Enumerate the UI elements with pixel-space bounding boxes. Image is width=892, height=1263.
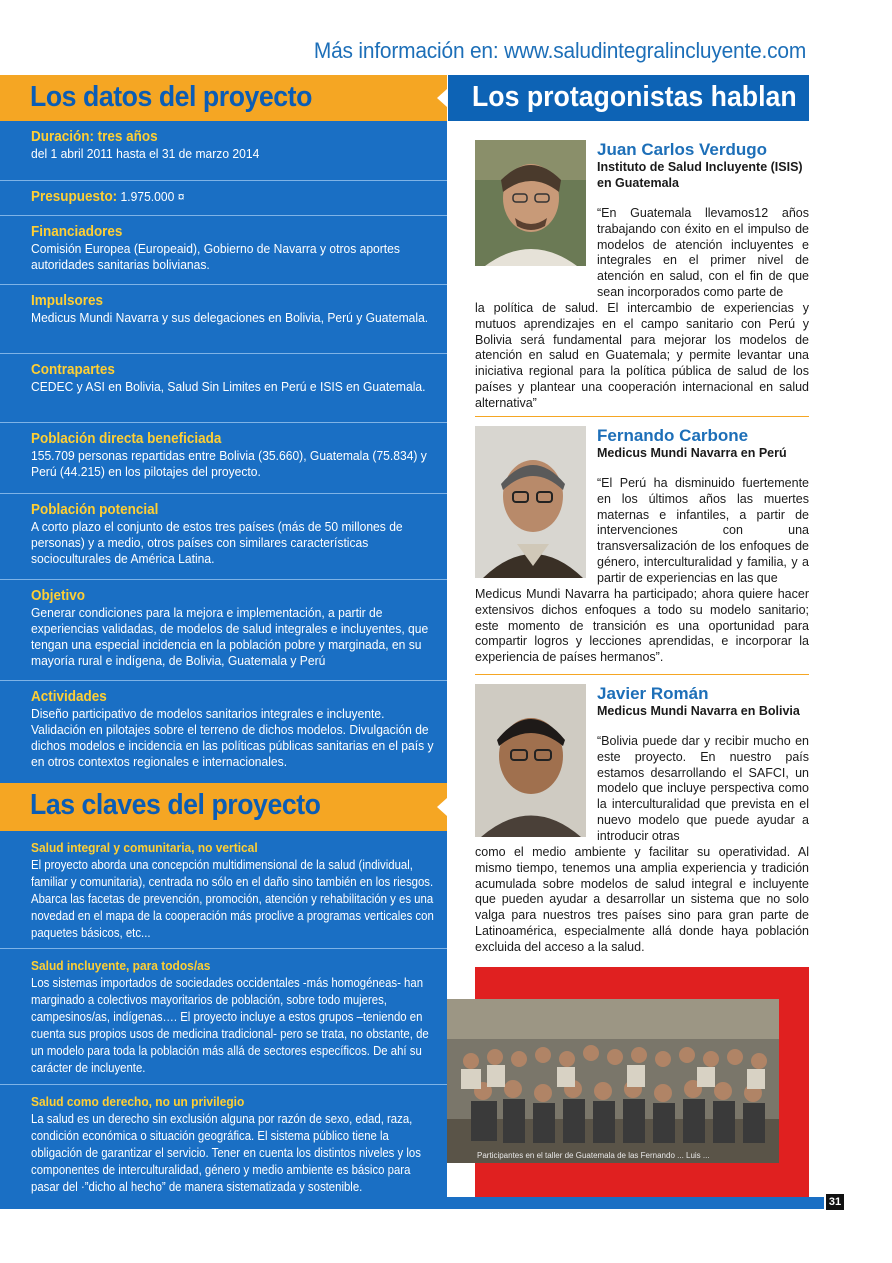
data-block-objetivo bbox=[0, 579, 447, 680]
data-text: 155.709 personas repartidas entre Bolivia (35.660), Guatemala (75.834) y Perú (44.215) en los pilotajes del proyecto. bbox=[31, 448, 427, 479]
data-block-duracion bbox=[0, 121, 447, 180]
data-label: Financiadores bbox=[31, 224, 123, 240]
data-block-contrapartes bbox=[0, 353, 447, 422]
clave-block-incluyente bbox=[0, 948, 447, 1084]
data-text: A corto plazo el conjunto de estos tres países (más de 50 millones de personas) y a medio, otros países con similares características socioculturales de América Latina. bbox=[31, 519, 403, 566]
clave-text: El proyecto aborda una concepción multidimensional de la salud (individual, familiar y comunitaria), centrada no sólo en el daño sino también en los riesgos. Abarca las facetas de prevención, promoción, atención y rehabilitación y es una novedad en el mapa de la cooperación más proclive a programas verticales con paquetes básicos, etc... bbox=[31, 858, 434, 940]
project-data-header bbox=[0, 75, 447, 121]
data-label: Población potencial bbox=[31, 502, 159, 518]
group-photo-image bbox=[447, 999, 779, 1163]
photo-caption: Participantes en el taller de Guatemala de las Fernando ... Luis ... bbox=[477, 1151, 710, 1160]
project-data-panel bbox=[0, 121, 447, 783]
data-block-actividades bbox=[0, 680, 447, 783]
clave-text: Los sistemas importados de sociedades occidentales -más homogéneas- han marginado a colectivos mayoritarios de población, sobre todo mujeres, campesinos/as, indígenas…. El proyecto incluye a estos grupos –teniendo en cuenta sus propios usos de medicina tradicional- pero se trata, no obstante, de un modelo para toda la población más allá de sectores específicos. De ahí su carácter de incluyente. bbox=[31, 976, 429, 1075]
data-label: Impulsores bbox=[31, 293, 103, 309]
data-text: Medicus Mundi Navarra y sus delegaciones en Bolivia, Perú y Guatemala. bbox=[31, 310, 429, 325]
quote-text-bottom: Medicus Mundi Navarra ha participado; ahora quiere hacer extensivos dichos enfoques a todo su modelo sanitario; este momento de transición es una oportunidad para compartir logros y lecciones aprendidas, e incorporar la experiencia de países hermanos”. bbox=[475, 587, 809, 665]
portrait-photo bbox=[475, 140, 586, 266]
person-name: Juan Carlos Verdugo bbox=[597, 140, 768, 159]
portrait-photo bbox=[475, 426, 586, 578]
project-data-column bbox=[0, 75, 447, 1200]
person-org: Medicus Mundi Navarra en Perú bbox=[597, 446, 787, 460]
portrait-image bbox=[475, 140, 586, 266]
website-link[interactable]: Más información en: www.saludintegralincluyente.com bbox=[313, 38, 806, 63]
footer-blue-strip bbox=[0, 1197, 824, 1209]
quote-text-top: “El Perú ha disminuido fuertemente en los últimos años las muertes maternas e infantiles, a partir de intervenciones con una transversalización de los enfoques de género, interculturalidad y familia, y a partir de experiencias en las que bbox=[597, 476, 809, 585]
group-photo bbox=[447, 999, 779, 1163]
claves-header bbox=[0, 783, 447, 831]
data-label: Contrapartes bbox=[31, 362, 115, 378]
group-photo-area bbox=[447, 967, 809, 1197]
data-label: Población directa beneficiada bbox=[31, 431, 222, 447]
clave-label: Salud integral y comunitaria, no vertical bbox=[31, 840, 258, 855]
header-notch bbox=[437, 798, 447, 816]
person-org: Medicus Mundi Navarra en Bolivia bbox=[597, 704, 800, 718]
portrait-image bbox=[475, 684, 586, 837]
protagonist-fernando bbox=[475, 426, 809, 676]
project-data-title: Los datos del proyecto bbox=[30, 81, 312, 113]
quote-text-bottom: la política de salud. El intercambio de experiencias y mutuos aprendizajes en el campo sanitario con Perú y Bolivia será fundamental para mejorar los modelos de atención en salud en Guatemala; y permite levantar una iniciativa regional para la política pública de salud de los países y plantear una cooperación internacional en salud alternativa” bbox=[475, 301, 809, 410]
header-notch bbox=[437, 89, 447, 107]
page-number: 31 bbox=[826, 1194, 844, 1210]
separator-line bbox=[475, 674, 809, 675]
data-text: 1.975.000 ¤ bbox=[120, 189, 185, 204]
data-text: CEDEC y ASI en Bolivia, Salud Sin Limites en Perú e ISIS en Guatemala. bbox=[31, 379, 426, 394]
protagonist-javier bbox=[475, 684, 809, 954]
data-text: Generar condiciones para la mejora e implementación, a partir de experiencias validadas, de modelos de salud integrales e incluyentes, que tengan una especial incidencia en la población pobre y marginada, en su mayoría rural e indígena, de Bolivia, Guatemala y Perú bbox=[31, 605, 429, 668]
clave-block-integral bbox=[0, 831, 447, 948]
data-label: Presupuesto: bbox=[31, 189, 118, 205]
data-label: Objetivo bbox=[31, 588, 85, 604]
protagonist-juan-carlos bbox=[475, 140, 809, 410]
data-text: Diseño participativo de modelos sanitarios integrales e incluyente. Validación en pilotajes sobre el terreno de dichos modelos. Divulgación de dichos modelos e incidencia en las políticas públicas sanitarias en el país y en otros contextos regionales e internacionales. bbox=[31, 706, 434, 769]
separator-line bbox=[475, 416, 809, 417]
clave-label: Salud como derecho, no un privilegio bbox=[31, 1094, 245, 1109]
data-label: Actividades bbox=[31, 689, 107, 705]
clave-label: Salud incluyente, para todos/as bbox=[31, 958, 211, 973]
data-block-presupuesto bbox=[0, 180, 447, 215]
data-block-poblacion-directa bbox=[0, 422, 447, 493]
data-label: Duración: tres años bbox=[31, 129, 158, 145]
data-text: del 1 abril 2011 hasta el 31 de marzo 2014 bbox=[31, 146, 260, 161]
claves-title: Las claves del proyecto bbox=[30, 789, 321, 821]
data-text: Comisión Europea (Europeaid), Gobierno de Navarra y otros aportes autoridades sanitarias bolivianas. bbox=[31, 241, 400, 272]
portrait-photo bbox=[475, 684, 586, 837]
person-org: Instituto de Salud Incluyente (ISIS) en Guatemala bbox=[597, 160, 803, 190]
data-block-poblacion-potencial bbox=[0, 493, 447, 579]
clave-text: La salud es un derecho sin exclusión alguna por razón de sexo, edad, raza, condición económica o situación geográfica. El sistema público tiene la obligación de garantizar el servicio. Tener en cuenta los distintos niveles y los componentes de interculturalidad, género y medio ambiente es básico para pasar del ·”dicho al hecho” de manera sistematizada y sostenible. bbox=[31, 1112, 421, 1194]
data-block-financiadores bbox=[0, 215, 447, 284]
protagonists-title: Los protagonistas hablan bbox=[472, 81, 797, 113]
portrait-image bbox=[475, 426, 586, 578]
quote-text-top: “Bolivia puede dar y recibir mucho en este proyecto. En nuestro país estamos desarrollando el SAFCI, un modelo que incluye perspectiva como la interculturalidad que prevista en el nuevo modelo que puede ayudar a introducir otras bbox=[597, 734, 809, 843]
footer-bar bbox=[0, 1197, 892, 1209]
clave-block-derecho bbox=[0, 1084, 447, 1200]
person-name: Javier Román bbox=[597, 684, 709, 703]
person-name: Fernando Carbone bbox=[597, 426, 749, 445]
data-block-impulsores bbox=[0, 284, 447, 353]
claves-panel bbox=[0, 831, 447, 1200]
quote-text-bottom: como el medio ambiente y facilitar su operatividad. Al mismo tiempo, tenemos una amplia experiencia y tradición acumulada sobre modelos de salud integral e incluyente que pueden ayudar a desarrollar un sistema que no solo valga para nuestros tres países sino para gran parte de Latinoamérica, especialmente allá donde haya población excluida del acceso a la salud. bbox=[475, 845, 809, 954]
quote-text-top: “En Guatemala llevamos12 años trabajando con éxito en el impulso de modelos de atención incluyentes e integrales en el primer nivel de atención en salud, con el fin de que sean incorporados como parte de bbox=[597, 206, 809, 299]
protagonists-header bbox=[448, 75, 809, 121]
